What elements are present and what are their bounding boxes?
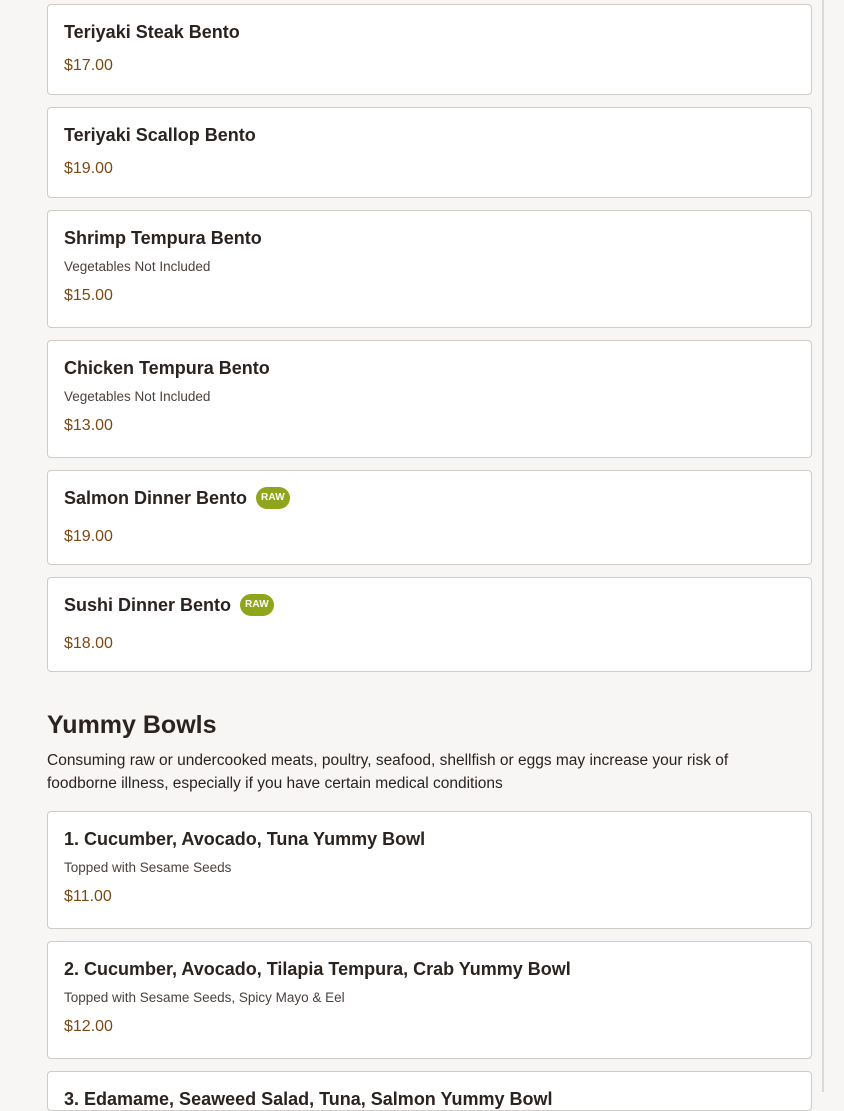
- menu-item-name: Chicken Tempura Bento: [64, 357, 270, 378]
- menu-item-name: 3. Edamame, Seaweed Salad, Tuna, Salmon Yummy Bowl: [64, 1088, 553, 1109]
- menu-item-price: $12.00: [64, 1018, 113, 1035]
- raw-badge: RAW: [256, 487, 290, 509]
- menu-item-price: $13.00: [64, 417, 113, 434]
- menu-item-name: 2. Cucumber, Avocado, Tilapia Tempura, Crab Yummy Bowl: [64, 958, 571, 979]
- menu-item-card[interactable]: [47, 340, 812, 458]
- menu-item-description: Vegetables Not Included: [64, 389, 211, 404]
- menu-item-card[interactable]: [47, 470, 812, 565]
- menu-item-price: $19.00: [64, 528, 113, 545]
- menu-item-name: Shrimp Tempura Bento: [64, 227, 262, 248]
- menu-item-card[interactable]: [47, 941, 812, 1059]
- menu-item-title-row: [64, 593, 795, 617]
- menu-item-name: Teriyaki Scallop Bento: [64, 124, 256, 145]
- menu-item-card[interactable]: [47, 577, 812, 672]
- menu-item-card[interactable]: [47, 107, 812, 198]
- section-disclaimer: Consuming raw or undercooked meats, poultry, seafood, shellfish or eggs may increase your risk of foodborne illness, especially if you have certain medical conditions: [47, 752, 729, 792]
- menu-item-description: Topped with Sesame Seeds, Spicy Mayo & Eel: [64, 990, 345, 1005]
- menu-item-card[interactable]: [47, 1071, 812, 1111]
- scroll-divider: [822, 0, 824, 1092]
- menu-item-price: $19.00: [64, 160, 113, 177]
- menu-item-price: $15.00: [64, 287, 113, 304]
- menu-item-card[interactable]: [47, 4, 812, 95]
- menu-item-title-row: [64, 486, 795, 510]
- menu-item-card[interactable]: [47, 210, 812, 328]
- menu-item-price: $17.00: [64, 57, 113, 74]
- menu-item-card[interactable]: [47, 811, 812, 929]
- menu-item-price: $11.00: [64, 888, 112, 905]
- menu-item-name: Teriyaki Steak Bento: [64, 21, 240, 42]
- menu-item-name: 1. Cucumber, Avocado, Tuna Yummy Bowl: [64, 828, 426, 849]
- raw-badge: RAW: [240, 594, 274, 616]
- menu-item-price: $18.00: [64, 635, 113, 652]
- menu-item-name: Sushi Dinner Bento: [64, 594, 232, 615]
- menu-item-description: Vegetables Not Included: [64, 259, 211, 274]
- menu-item-name: Salmon Dinner Bento: [64, 487, 248, 508]
- menu-item-description: Topped with Sesame Seeds: [64, 860, 232, 875]
- section-title: Yummy Bowls: [47, 711, 217, 739]
